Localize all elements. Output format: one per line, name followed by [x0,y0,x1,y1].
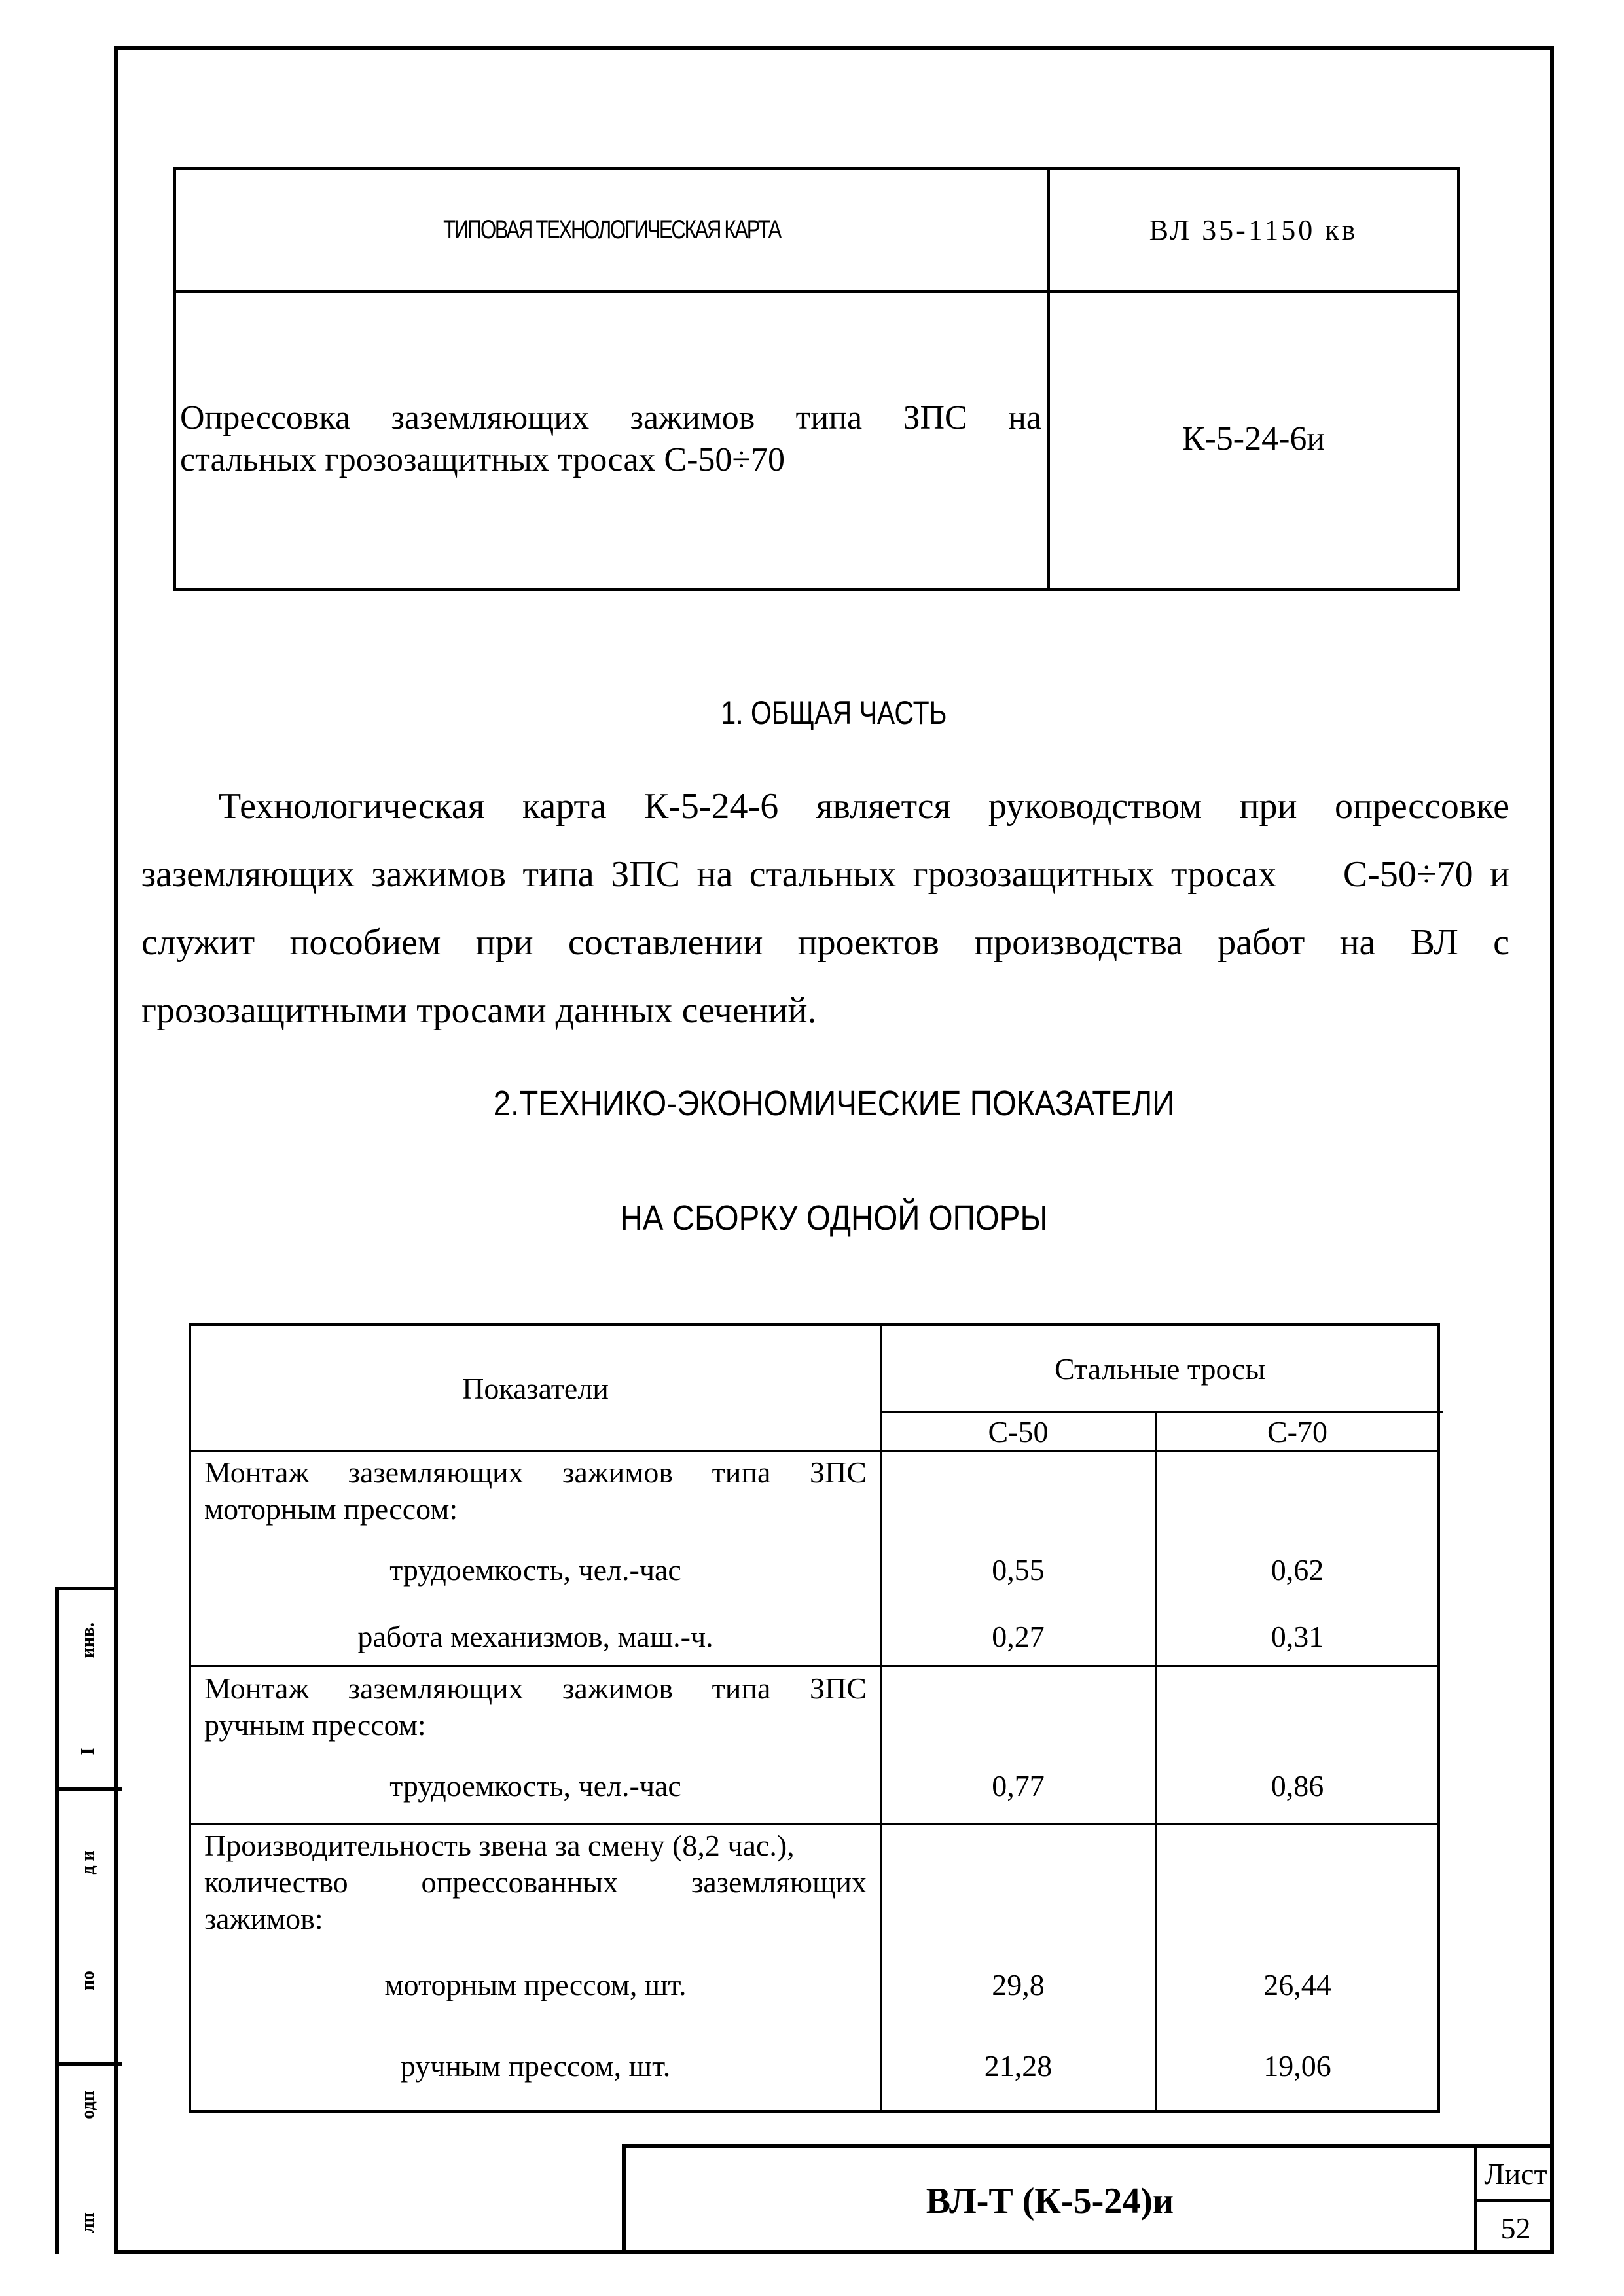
row-label: трудоемкость, чел.-час [389,1553,681,1587]
title-block-stamp [622,2144,1554,2254]
line-voltage-code: ВЛ 35-1150 кв [1149,214,1358,246]
side-stamp-text: І [78,1748,98,1755]
card-code: К-5-24-6и [1182,420,1326,457]
row-label: трудоемкость, чел.-час [389,1769,681,1803]
group-title-line: Производительность звена за смену (8,2 час.), [204,1829,795,1862]
side-stamp [55,1587,118,2254]
group-title [204,1454,867,1528]
side-stamp-divider [59,1787,122,1791]
row-label: ручным прессом, шт. [400,2049,671,2083]
side-stamp-divider [59,2062,122,2066]
card-description [180,290,1041,588]
cell-value: 0,27 [992,1620,1045,1653]
group-title [204,1670,867,1744]
indicators-table [189,1323,1440,2113]
table-col-divider [1155,1411,1157,2110]
column-header-steel-ropes: Стальные тросы [1054,1352,1266,1386]
group-title [204,1827,867,1937]
side-stamp-text: одп [78,2090,98,2119]
sheet-label: Лист [1477,2148,1554,2202]
cell-value: 0,55 [992,1553,1045,1587]
group-title-line: количество опрессованных заземляющих [204,1865,867,1899]
cell-value: 21,28 [984,2049,1053,2083]
cell-value: 0,62 [1271,1553,1324,1587]
group-title-line: Монтаж заземляющих зажимов типа ЗПС [204,1672,867,1705]
table-row-divider [191,1823,1437,1825]
cell-value: 0,77 [992,1769,1045,1803]
column-header-c50: С-50 [988,1415,1049,1448]
column-header-indicators: Показатели [462,1371,609,1405]
cell-value: 26,44 [1263,1968,1331,2001]
sheet-box [1474,2148,1554,2254]
group-title-line: моторным прессом: [204,1492,458,1526]
group-title-line: Монтаж заземляющих зажимов типа ЗПС [204,1456,867,1489]
side-stamp-text: инв. [78,1622,98,1659]
side-stamp-text: д и [78,1850,98,1875]
general-paragraph [141,772,1519,1045]
document-code: ВЛ-Т (К-5-24)и [926,2181,1174,2221]
card-description-line: стальных грозозащитных тросах С-50÷70 [180,440,785,478]
cell-value: 19,06 [1263,2049,1331,2083]
card-description-line: Опрессовка заземляющих зажимов типа ЗПС на [180,399,1041,437]
header-table [173,167,1460,591]
section-heading: 1. ОБЩАЯ ЧАСТЬ [721,694,947,731]
side-stamp-text: лп [78,2212,98,2233]
sheet-number: 52 [1500,2211,1531,2245]
side-stamp-text: по [78,1970,98,1991]
cell-value: 0,31 [1271,1620,1324,1653]
table-row-divider [191,1665,1437,1667]
section-subheading: НА СБОРКУ ОДНОЙ ОПОРЫ [620,1198,1048,1238]
row-label: работа механизмов, маш.-ч. [357,1620,713,1653]
row-label: моторным прессом, шт. [384,1968,687,2001]
column-header-c70: С-70 [1267,1415,1327,1448]
section-heading: 2.ТЕХНИКО-ЭКОНОМИЧЕСКИЕ ПОКАЗАТЕЛИ [493,1084,1175,1123]
paragraph-text: Технологическая карта К-5-24-6 является руководством при опрессовке заземляющих зажимов типа ЗПС на стальных грозозащитных тросах С-50÷70 и служит пособием при составлении проектов производства работ на ВЛ с грозозащитными тросами данных сечений. [141,786,1519,1031]
group-title-line: ручным прессом: [204,1708,426,1742]
table-row-divider [191,1450,1437,1452]
group-title-line: зажимов: [204,1902,323,1935]
cell-value: 0,86 [1271,1769,1324,1803]
document-type-title: ТИПОВАЯ ТЕХНОЛОГИЧЕСКАЯ КАРТА [443,215,780,244]
cell-value: 29,8 [992,1968,1045,2001]
